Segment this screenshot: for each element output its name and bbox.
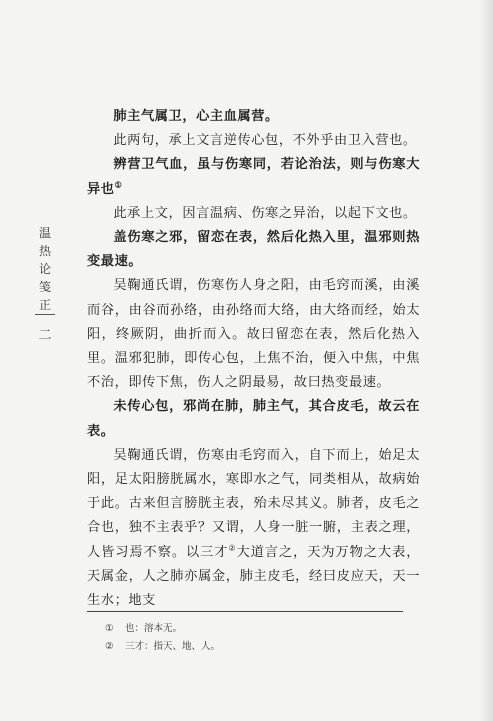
footnote-mark: ① (105, 623, 114, 634)
running-head-book-title (34, 224, 56, 314)
running-head-char: 温 (38, 226, 51, 240)
paragraph (87, 105, 420, 129)
paragraph (87, 202, 420, 226)
paragraph-text: 此承上文，因言温病、伤寒之异治，以起下文也。 (113, 205, 417, 221)
footnote (105, 620, 385, 638)
running-head-char: 笺 (38, 280, 51, 294)
main-text (87, 105, 420, 613)
paragraph (87, 444, 420, 613)
footnote-text: 也：溶本无。 (125, 623, 183, 634)
paragraph-text: 肺主气属卫，心主血属营。 (113, 109, 279, 124)
running-head-divider (35, 314, 55, 315)
paragraph (87, 153, 420, 201)
footnote (105, 638, 385, 656)
footnote-ref: ② (228, 543, 237, 553)
paragraph-text: 吴鞠通氏谓，伤寒由毛窍而入，自下而上，始足太阳，足太阳膀胱属水，寒即水之气，同类相从，故病始于此。古来但言膀胱主表，殆未尽其义。肺者，皮毛之合也，独不主表乎？又谓，人身一脏一腑，主表之理，人皆习焉不察。以三才 (87, 447, 420, 560)
footnote-divider (87, 611, 403, 612)
paragraph-text: 辨营卫气血，虽与伤寒同，若论治法，则与伤寒大异也 (87, 157, 420, 197)
page-number: 二 (38, 328, 52, 343)
footnote-ref: ① (114, 179, 123, 190)
paragraph-text: 此两句，承上文言逆传心包，不外乎由卫入营也。 (113, 133, 417, 149)
paragraph-text-continued: 大道言之，天为万物之大表，天属金，人之肺亦属金，肺主皮毛，经曰皮应天，天一生水；地支 (87, 544, 420, 609)
running-head-char: 热 (38, 244, 51, 258)
footnotes (105, 620, 385, 656)
paragraph (87, 129, 420, 153)
paragraph-text: 未传心包，邪尚在肺，肺主气，其合皮毛，故云在表。 (87, 399, 420, 439)
paragraph-text: 吴鞠通氏谓，伤寒伤人身之阳，由毛窍而溪，由溪而谷，由谷而孙络，由孙络而大络，由大络而经，始太阳，终厥阴，曲折而入。故曰留恋在表，然后化热入里。温邪犯肺，即传心包，上焦不治，便入中焦，中焦不治，即传下焦，伤人之阴最易，故曰热变最速。 (87, 278, 420, 391)
footnote-text: 三才：指天、地、人。 (125, 641, 221, 652)
running-head-char: 正 (38, 298, 51, 312)
paragraph (87, 226, 420, 274)
paragraph-text: 盖伤寒之邪，留恋在表，然后化热入里，温邪则热变最速。 (87, 230, 420, 270)
page-edge-shadow (479, 0, 493, 721)
footnote-mark: ② (105, 641, 114, 652)
running-head-char: 论 (38, 262, 51, 276)
paragraph (87, 395, 420, 443)
paragraph (87, 274, 420, 395)
